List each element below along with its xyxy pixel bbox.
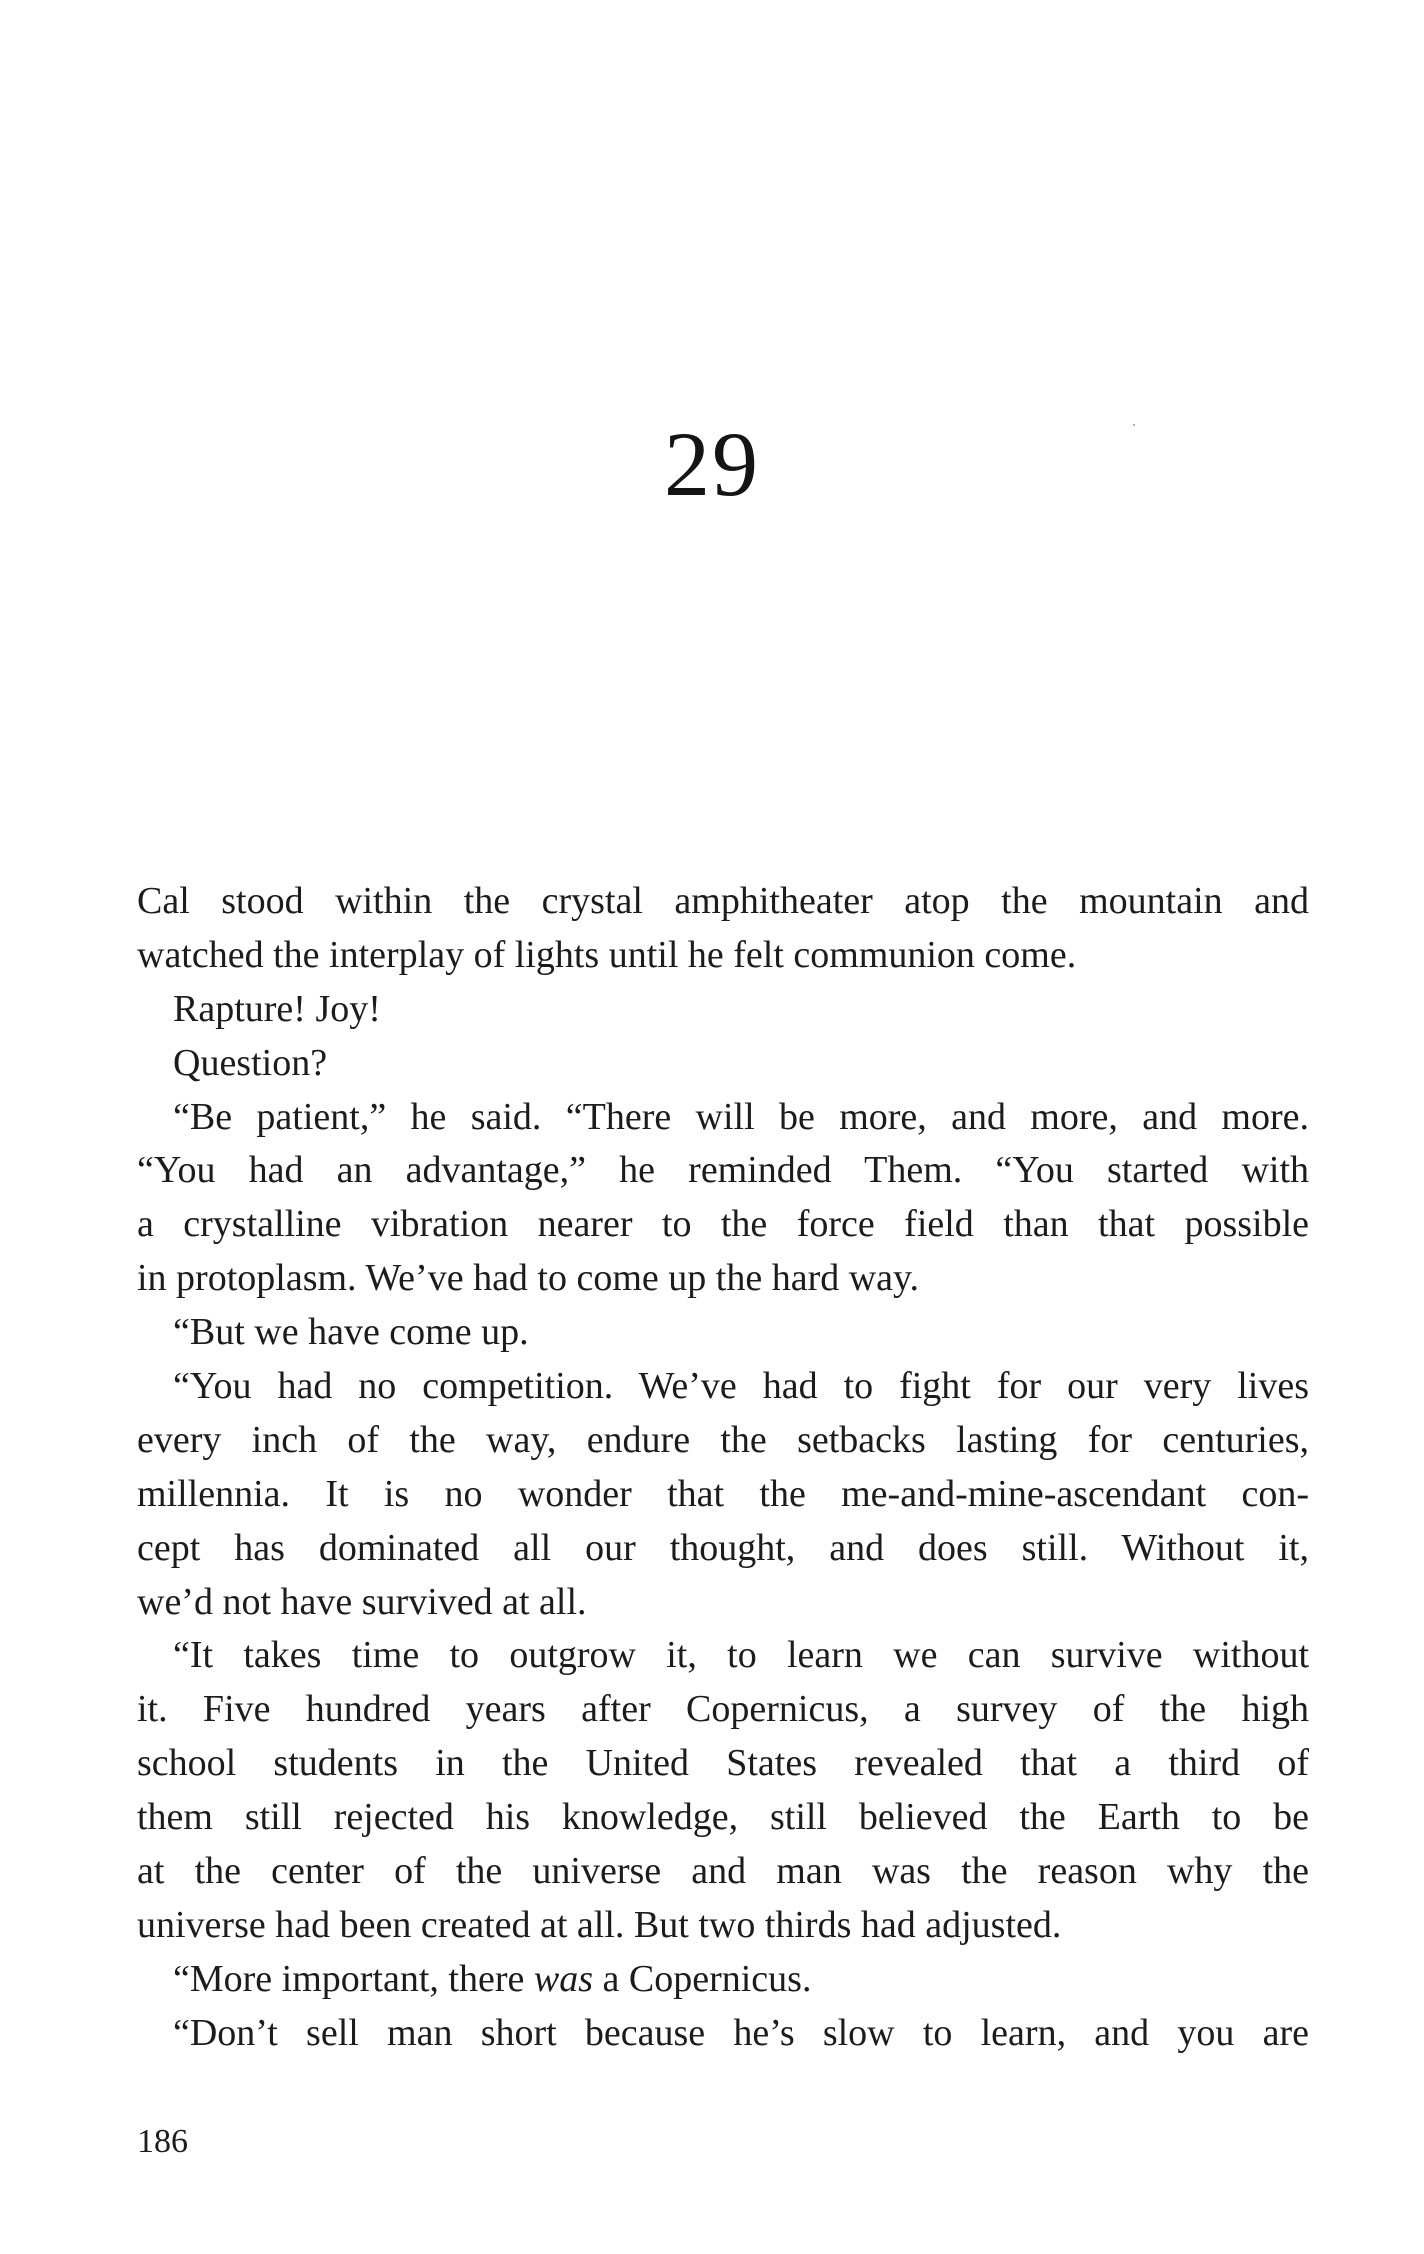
text-line: Cal stood within the crystal amphitheater atop the mountain and bbox=[137, 880, 1309, 922]
emphasis-word: was bbox=[533, 1957, 594, 2000]
text-line: it. Five hundred years after Copernicus, a survey of the high bbox=[137, 1688, 1309, 1731]
text-line: a crystalline vibration nearer to the force field than that possible bbox=[137, 1203, 1309, 1246]
text-line: “You had an advantage,” he reminded Them. “You started with bbox=[137, 1149, 1309, 1192]
text-line: Question? bbox=[173, 1041, 328, 1084]
text-line: Rapture! Joy! bbox=[173, 987, 381, 1030]
text-line: in protoplasm. We’ve had to come up the hard way. bbox=[137, 1257, 920, 1300]
text-line: them still rejected his knowledge, still believed the Earth to be bbox=[137, 1796, 1309, 1839]
emphasis-line-after: a Copernicus. bbox=[593, 1957, 812, 2000]
emphasis-line-before: “More important, there bbox=[173, 1957, 534, 2000]
text-line: watched the interplay of lights until he felt communion come. bbox=[137, 933, 1077, 976]
page-number: 186 bbox=[137, 2123, 188, 2160]
chapter-number: 29 bbox=[664, 413, 760, 515]
text-line: cept has dominated all our thought, and does still. Without it, bbox=[137, 1526, 1309, 1569]
text-line: “It takes time to outgrow it, to learn we can survive without bbox=[173, 1634, 1309, 1677]
text-line: school students in the United States revealed that a third of bbox=[137, 1742, 1309, 1785]
text-line: “Be patient,” he said. “There will be more, and more, and more. bbox=[173, 1095, 1309, 1138]
text-line: “Don’t sell man short because he’s slow to learn, and you are bbox=[173, 2011, 1309, 2054]
paper-speck bbox=[1133, 424, 1135, 426]
text-line: every inch of the way, endure the setbacks lasting for centuries, bbox=[137, 1418, 1309, 1461]
text-line: universe had been created at all. But two thirds had adjusted. bbox=[137, 1903, 1062, 1946]
text-line: “You had no competition. We’ve had to fight for our very lives bbox=[173, 1365, 1309, 1408]
body-text bbox=[137, 875, 1309, 2061]
text-line-with-emphasis bbox=[137, 1953, 1309, 2007]
text-line: millennia. It is no wonder that the me-and-mine-ascendant con- bbox=[137, 1472, 1309, 1515]
text-line: we’d not have survived at all. bbox=[137, 1580, 587, 1623]
text-line: at the center of the universe and man was the reason why the bbox=[137, 1850, 1309, 1893]
text-line: “But we have come up. bbox=[173, 1311, 529, 1354]
